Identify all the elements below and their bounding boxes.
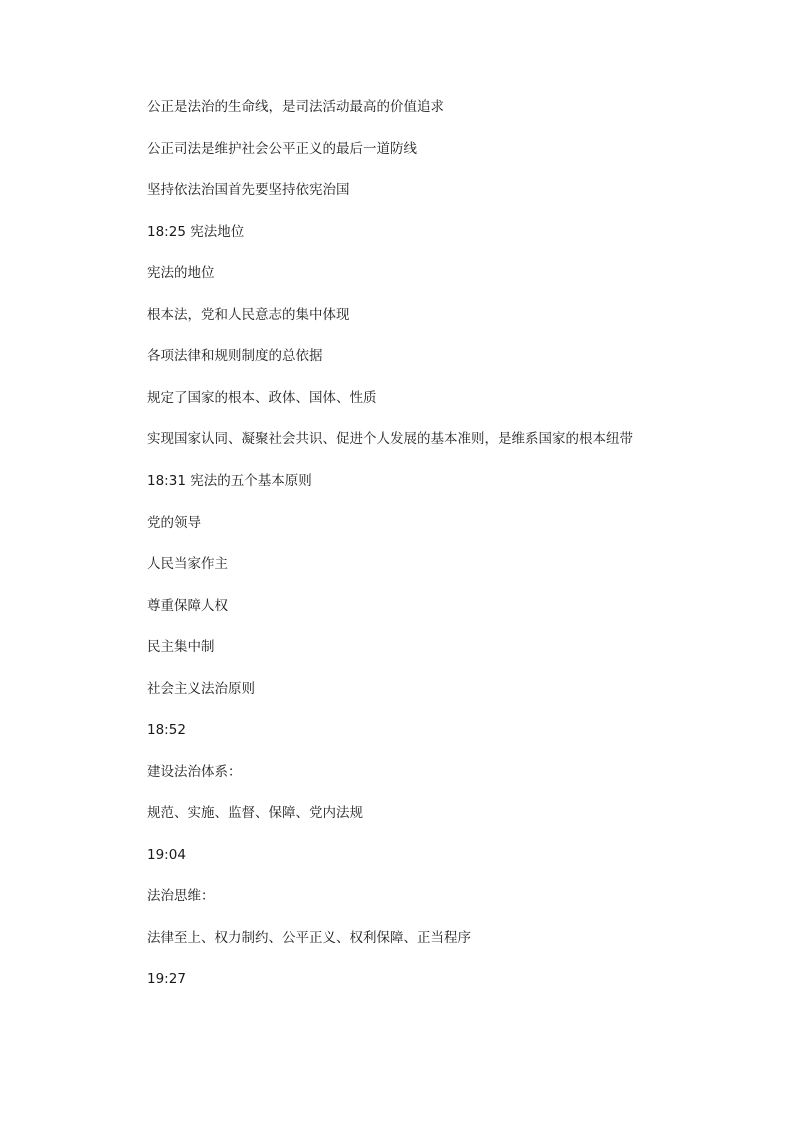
text-line: 宪法的地位 xyxy=(147,265,215,281)
text-line: 民主集中制 xyxy=(147,639,215,655)
text-line: 规范、实施、监督、保障、党内法规 xyxy=(147,805,363,821)
text-line: 坚持依法治国首先要坚持依宪治国 xyxy=(147,182,350,198)
text-line: 法律至上、权力制约、公平正义、权利保障、正当程序 xyxy=(147,930,471,946)
text-line: 各项法律和规则制度的总依据 xyxy=(147,348,323,364)
text-line: 党的领导 xyxy=(147,515,201,531)
text-line: 公正司法是维护社会公平正义的最后一道防线 xyxy=(147,141,417,157)
text-line: 规定了国家的根本、政体、国体、性质 xyxy=(147,390,377,406)
text-line: 法治思维： xyxy=(147,888,215,904)
timestamp-heading: 18:31 宪法的五个基本原则 xyxy=(147,473,312,489)
timestamp: 19:04 xyxy=(147,847,186,863)
text-line: 建设法治体系： xyxy=(147,764,242,780)
text-line: 实现国家认同、凝聚社会共识、促进个人发展的基本准则，是维系国家的根本纽带 xyxy=(147,431,633,447)
timestamp-heading: 18:25 宪法地位 xyxy=(147,224,245,240)
text-line: 社会主义法治原则 xyxy=(147,681,255,697)
text-line: 尊重保障人权 xyxy=(147,598,228,614)
timestamp: 18:52 xyxy=(147,722,186,738)
text-line: 人民当家作主 xyxy=(147,556,228,572)
text-line: 根本法，党和人民意志的集中体现 xyxy=(147,307,350,323)
timestamp: 19:27 xyxy=(147,971,186,987)
text-line: 公正是法治的生命线，是司法活动最高的价值追求 xyxy=(147,99,444,115)
